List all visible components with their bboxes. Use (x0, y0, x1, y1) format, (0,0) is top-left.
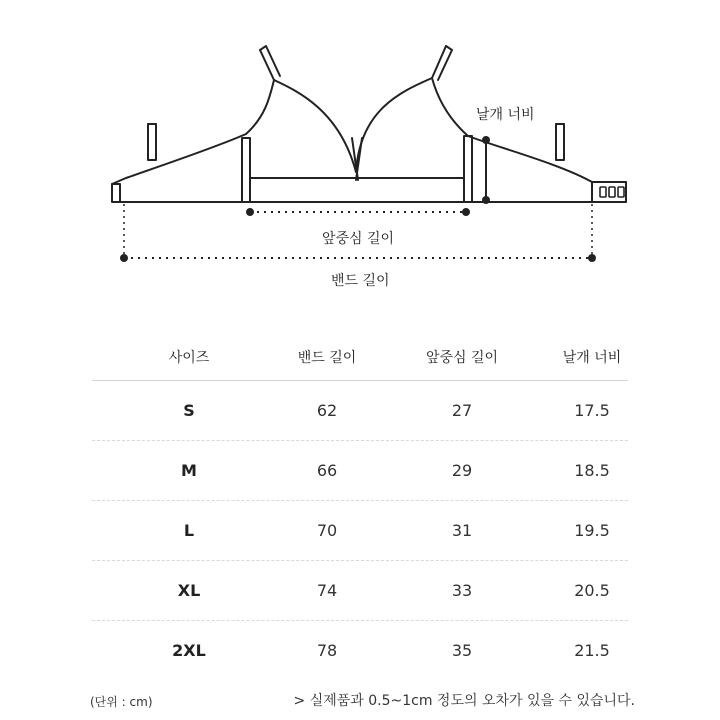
left-side-seam (242, 138, 250, 202)
bra-outline-illustration (0, 0, 720, 300)
table-header-row (92, 334, 628, 381)
cell-band-length: 74 (316, 581, 338, 600)
table-row (92, 381, 628, 441)
header-band-length: 밴드 길이 (297, 350, 357, 366)
right-strap (432, 46, 446, 78)
table-row (92, 501, 628, 561)
cell-wing-width: 21.5 (574, 641, 610, 660)
cell-center-length: 35 (451, 641, 473, 660)
header-wing-width: 날개 너비 (562, 350, 622, 366)
cell-band-length: 62 (316, 401, 338, 420)
wing-width-marker (483, 137, 489, 203)
left-strap (260, 50, 274, 80)
right-strap-edge (438, 46, 452, 80)
cell-wing-width: 20.5 (574, 581, 610, 600)
cell-center-length: 31 (451, 521, 473, 540)
footer-notes (90, 690, 635, 712)
table-row (92, 621, 628, 680)
table-row (92, 561, 628, 621)
cell-size: L (183, 521, 195, 540)
band-length-label: 밴드 길이 (331, 273, 390, 289)
cell-center-length: 33 (451, 581, 473, 600)
left-back-strap (148, 124, 156, 160)
header-size: 사이즈 (168, 350, 210, 366)
cell-center-length: 27 (451, 401, 473, 420)
band-length-marker (121, 255, 595, 261)
cell-size: 2XL (172, 641, 206, 660)
cell-wing-width: 19.5 (574, 521, 610, 540)
center-length-label: 앞중심 길이 (322, 231, 395, 247)
hook-eyes (600, 187, 624, 197)
unit-note: (단위 : cm) (90, 695, 153, 709)
left-band-end (112, 184, 120, 202)
cell-band-length: 70 (316, 521, 338, 540)
size-table (92, 334, 628, 680)
tolerance-note: > 실제품과 0.5~1cm 정도의 오차가 있을 수 있습니다. (293, 693, 635, 709)
table-row (92, 441, 628, 501)
center-length-marker (247, 209, 469, 215)
bra-measurement-diagram (0, 0, 720, 300)
cell-center-length: 29 (451, 461, 473, 480)
right-back-strap (556, 124, 564, 160)
cell-band-length: 78 (316, 641, 338, 660)
cell-size: XL (177, 581, 201, 600)
cell-wing-width: 18.5 (574, 461, 610, 480)
cell-size: M (181, 461, 197, 480)
header-center-length: 앞중심 길이 (425, 350, 499, 366)
cell-wing-width: 17.5 (574, 401, 610, 420)
cell-size: S (183, 401, 195, 420)
wing-width-label: 날개 너비 (476, 107, 535, 123)
right-side-seam (464, 136, 472, 202)
cell-band-length: 66 (316, 461, 338, 480)
